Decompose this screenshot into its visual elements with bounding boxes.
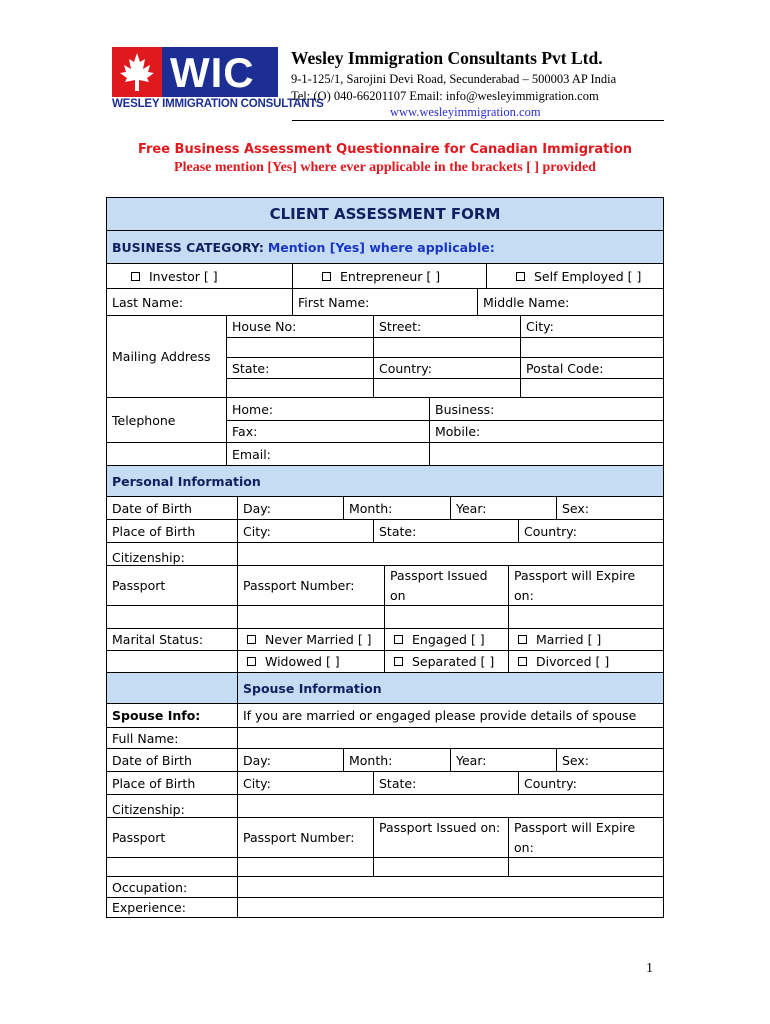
birth-country-field[interactable]: Country:: [518, 519, 664, 543]
spouse-info-label: Spouse Info:: [106, 703, 238, 728]
logo-company-name: WESLEY IMMIGRATION CONSULTANTS: [112, 98, 324, 110]
passport-number-value[interactable]: [237, 605, 385, 629]
spouse-experience-field[interactable]: [237, 897, 664, 918]
maple-leaf-icon: [112, 47, 162, 97]
birth-month-field[interactable]: Month:: [343, 496, 451, 520]
checkbox-icon[interactable]: [247, 635, 256, 644]
last-name-field[interactable]: Last Name:: [106, 288, 293, 316]
date-of-birth-label: Date of Birth: [106, 496, 238, 520]
business-category-label: BUSINESS CATEGORY:: [112, 239, 264, 255]
city-field[interactable]: City:: [520, 315, 664, 338]
state-field[interactable]: State:: [226, 357, 374, 379]
middle-name-field[interactable]: Middle Name:: [477, 288, 664, 316]
passport-expire-field[interactable]: Passport will Expire on:: [508, 565, 664, 606]
business-category-row: [106, 230, 664, 264]
entrepreneur-label: Entrepreneur [ ]: [340, 268, 441, 284]
spouse-passport-expire-value[interactable]: [508, 857, 664, 877]
birth-day-field[interactable]: Day:: [237, 496, 344, 520]
spouse-passport-issued-value[interactable]: [373, 857, 509, 877]
mobile-field[interactable]: Mobile:: [429, 420, 664, 443]
spouse-passport-extra-label: [106, 857, 238, 877]
checkbox-icon[interactable]: [394, 657, 403, 666]
contact-line: Tel: (O) 040-66201107 Email: info@wesleyimmigration.com: [291, 89, 599, 103]
marital-status-extra: [106, 650, 238, 673]
spouse-date-of-birth-label: Date of Birth: [106, 748, 238, 772]
spouse-citizenship-label: Citizenship:: [106, 794, 238, 818]
spouse-birth-day-field[interactable]: Day:: [237, 748, 344, 772]
divorced-label: Divorced [ ]: [536, 654, 610, 669]
spouse-occupation-label: Occupation:: [106, 876, 238, 898]
spouse-birth-state-field[interactable]: State:: [373, 771, 519, 795]
spouse-place-of-birth-label: Place of Birth: [106, 771, 238, 795]
never-married-option[interactable]: [237, 628, 385, 651]
form-heading: CLIENT ASSESSMENT FORM: [106, 197, 664, 231]
engaged-label: Engaged [ ]: [412, 632, 485, 647]
checkbox-icon[interactable]: [518, 635, 527, 644]
questionnaire-title: Free Business Assessment Questionnaire for Canadian Immigration: [137, 142, 633, 157]
logo-text: WIC: [170, 49, 255, 96]
widowed-option[interactable]: [237, 650, 385, 673]
checkbox-icon[interactable]: [322, 272, 331, 281]
country-field[interactable]: Country:: [373, 357, 521, 379]
spouse-passport-number-field[interactable]: Passport Number:: [237, 817, 374, 858]
birth-state-field[interactable]: State:: [373, 519, 519, 543]
mailing-address-label: Mailing Address: [106, 315, 227, 398]
spouse-birth-country-field[interactable]: Country:: [518, 771, 664, 795]
house-no-value[interactable]: [226, 337, 374, 358]
city-value[interactable]: [520, 337, 664, 358]
company-logo: [112, 47, 324, 117]
spouse-passport-number-value[interactable]: [237, 857, 374, 877]
header-divider: [292, 120, 664, 121]
fax-field[interactable]: Fax:: [226, 420, 430, 443]
address-line: 9-1-125/1, Sarojini Devi Road, Secunderabad – 500003 AP India: [291, 72, 617, 86]
checkbox-icon[interactable]: [131, 272, 140, 281]
passport-number-field[interactable]: Passport Number:: [237, 565, 385, 606]
home-phone-field[interactable]: Home:: [226, 397, 430, 421]
citizenship-label: Citizenship:: [106, 542, 238, 566]
widowed-label: Widowed [ ]: [265, 654, 340, 669]
spouse-full-name-field[interactable]: [237, 727, 664, 749]
spouse-passport-expire-field[interactable]: Passport will Expire on:: [508, 817, 664, 858]
separated-label: Separated [ ]: [412, 654, 495, 669]
telephone-label: Telephone: [106, 397, 227, 443]
checkbox-icon[interactable]: [247, 657, 256, 666]
spouse-header-left: [106, 672, 238, 704]
investor-option[interactable]: [106, 263, 293, 289]
spouse-experience-label: Experience:: [106, 897, 238, 918]
spouse-birth-month-field[interactable]: Month:: [343, 748, 451, 772]
spouse-citizenship-field[interactable]: [237, 794, 664, 818]
divorced-option[interactable]: [508, 650, 664, 673]
passport-extra-label: [106, 605, 238, 629]
page-number: 1: [646, 961, 653, 976]
business-phone-field[interactable]: Business:: [429, 397, 664, 421]
postal-code-value[interactable]: [520, 378, 664, 398]
spouse-info-header: Spouse Information: [237, 672, 664, 704]
passport-issued-value[interactable]: [384, 605, 509, 629]
married-option[interactable]: [508, 628, 664, 651]
entrepreneur-option[interactable]: [292, 263, 487, 289]
passport-issued-field[interactable]: Passport Issued on: [384, 565, 509, 606]
checkbox-icon[interactable]: [394, 635, 403, 644]
email-label-cell: [106, 442, 227, 466]
house-no-field[interactable]: House No:: [226, 315, 374, 338]
company-name: Wesley Immigration Consultants Pvt Ltd.: [291, 48, 603, 68]
place-of-birth-label: Place of Birth: [106, 519, 238, 543]
spouse-sex-field[interactable]: Sex:: [556, 748, 664, 772]
spouse-passport-issued-field[interactable]: Passport Issued on:: [373, 817, 509, 858]
email-value[interactable]: [429, 442, 664, 466]
passport-expire-value[interactable]: [508, 605, 664, 629]
email-field[interactable]: Email:: [226, 442, 430, 466]
website-link[interactable]: www.wesleyimmigration.com: [390, 105, 541, 119]
engaged-option[interactable]: [384, 628, 509, 651]
birth-city-field[interactable]: City:: [237, 519, 374, 543]
citizenship-field[interactable]: [237, 542, 664, 566]
personal-info-header: Personal Information: [106, 465, 664, 497]
never-married-label: Never Married [ ]: [265, 632, 372, 647]
separated-option[interactable]: [384, 650, 509, 673]
self-employed-label: Self Employed [ ]: [534, 268, 642, 284]
passport-label: Passport: [106, 565, 238, 606]
postal-code-field[interactable]: Postal Code:: [520, 357, 664, 379]
spouse-birth-city-field[interactable]: City:: [237, 771, 374, 795]
state-value[interactable]: [226, 378, 374, 398]
spouse-passport-label: Passport: [106, 817, 238, 858]
spouse-info-note: If you are married or engaged please provide details of spouse: [237, 703, 664, 728]
birth-year-field[interactable]: Year:: [450, 496, 557, 520]
spouse-occupation-field[interactable]: [237, 876, 664, 898]
first-name-field[interactable]: First Name:: [292, 288, 478, 316]
married-label: Married [ ]: [536, 632, 602, 647]
country-value[interactable]: [373, 378, 521, 398]
logo-leaf-background: [112, 47, 162, 97]
street-field[interactable]: Street:: [373, 315, 521, 338]
questionnaire-instruction: Please mention [Yes] where ever applicable in the brackets [ ] provided: [174, 160, 596, 175]
self-employed-option[interactable]: [486, 263, 664, 289]
checkbox-icon[interactable]: [518, 657, 527, 666]
street-value[interactable]: [373, 337, 521, 358]
spouse-full-name-label: Full Name:: [106, 727, 238, 749]
investor-label: Investor [ ]: [149, 268, 218, 284]
checkbox-icon[interactable]: [516, 272, 525, 281]
sex-field[interactable]: Sex:: [556, 496, 664, 520]
business-category-hint: Mention [Yes] where applicable:: [267, 239, 495, 255]
spouse-birth-year-field[interactable]: Year:: [450, 748, 557, 772]
marital-status-label: Marital Status:: [106, 628, 238, 651]
